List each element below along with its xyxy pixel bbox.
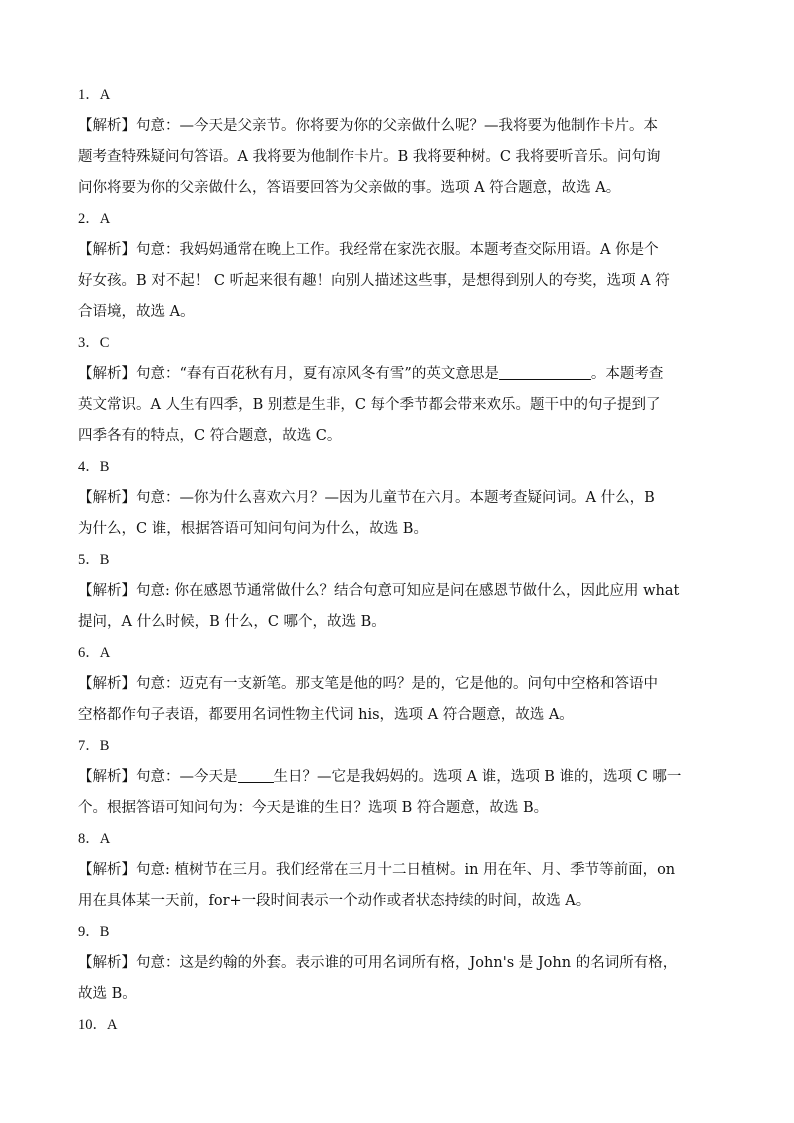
explanation-line: 好女孩。B 对不起！ C 听起来很有趣！向别人描述这些事，是想得到别人的夸奖，选项 A 符 [78,273,670,289]
fill-blank [238,768,274,783]
explanation-line: 【解析】句意：—今天是父亲节。你将要为你的父亲做什么呢？—我将要为他制作卡片。本 [78,118,658,134]
explanation-line: 【解析】句意：我妈妈通常在晚上工作。我经常在家洗衣服。本题考查交际用语。A 你是个 [78,242,659,258]
explanation-line: 合语境，故选 A。 [78,304,195,320]
explanation-line: 空格都作句子表语，都要用名词性物主代词 his，选项 A 符合题意，故选 A。 [78,707,574,723]
answer-number: 6．A [78,645,111,661]
answer-number: 9．B [78,924,110,940]
explanation-line: 为什么，C 谁，根据答语可知问句问为什么，故选 B。 [78,521,428,537]
answer-number: 2．A [78,211,111,227]
explanation-line: 四季各有的特点，C 符合题意，故选 C。 [78,428,342,444]
answer-number: 10．A [78,1017,118,1033]
explanation-line: 题考查特殊疑问句答语。A 我将要为他制作卡片。B 我将要种树。C 我将要听音乐。问句询 [78,149,661,165]
explanation-line: 英文常识。A 人生有四季，B 别惹是生非，C 每个季节都会带来欢乐。题干中的句子提到了 [78,397,661,413]
text-before-blank: 【解析】句意：“春有百花秋有月，夏有凉风冬有雪”的英文意思是 [78,366,499,382]
text-after-blank: 生日？—它是我妈妈的。选项 A 谁，选项 B 谁的，选项 C 哪一 [273,769,682,785]
explanation-line: 【解析】句意：—你为什么喜欢六月？—因为儿童节在六月。本题考查疑问词。A 什么，B [78,490,655,506]
answer-number: 3．C [78,335,110,351]
answer-number: 4．B [78,459,110,475]
explanation-line: 【解析】句意: 植树节在三月。我们经常在三月十二日植树。in 用在年、月、季节等前面，on [78,862,676,878]
text-before-blank: 【解析】句意：—今天是 [78,769,238,785]
explanation-line: 【解析】句意：这是约翰的外套。表示谁的可用名词所有格，John's 是 John 的名词所有格， [78,955,678,971]
explanation-line: 个。根据答语可知问句为：今天是谁的生日？选项 B 符合题意，故选 B。 [78,800,549,816]
explanation-line [78,762,718,793]
answer-list [78,80,718,1041]
text-after-blank: 。本题考查 [590,366,664,382]
explanation-line: 用在具体某一天前，for+一段时间表示一个动作或者状态持续的时间，故选 A。 [78,893,591,909]
answer-number: 5．B [78,552,110,568]
explanation-line: 问你将要为你的父亲做什么，答语要回答为父亲做的事。选项 A 符合题意，故选 A。 [78,180,621,196]
answer-number: 1．A [78,87,111,103]
explanation-line: 故选 B。 [78,986,137,1002]
answer-number: 7．B [78,738,110,754]
explanation-line [78,359,718,390]
answer-number: 8．A [78,831,111,847]
explanation-line: 【解析】句意：迈克有一支新笔。那支笔是他的吗？是的，它是他的。问句中空格和答语中 [78,676,658,692]
explanation-line: 提问，A 什么时候，B 什么，C 哪个，故选 B。 [78,614,386,630]
explanation-line: 【解析】句意: 你在感恩节通常做什么？结合句意可知应是问在感恩节做什么，因此应用 what [78,583,680,599]
fill-blank [499,365,591,380]
